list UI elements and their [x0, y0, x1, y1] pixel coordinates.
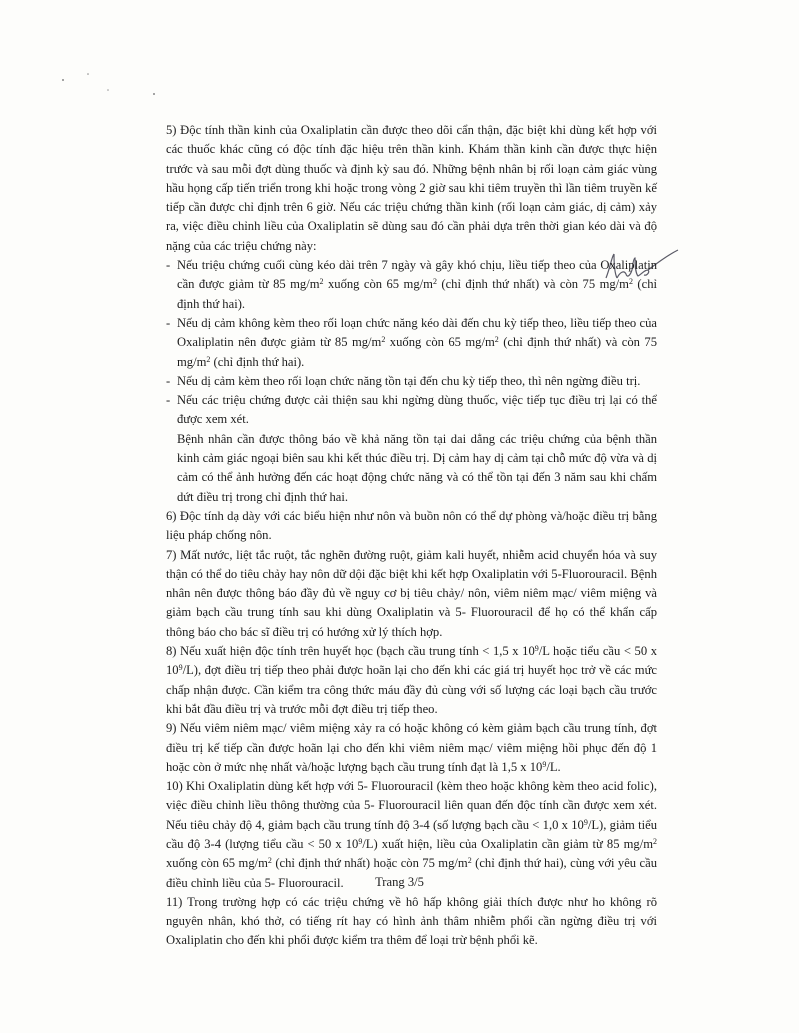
paragraph-7: 7) Mất nước, liệt tắc ruột, tắc nghẽn đường ruột, giảm kali huyết, nhiễm acid chuyển hóa và suy thận có thể do tiêu chảy hay nôn dữ dội đặc biệt khi kết hợp Oxaliplatin với 5-Fluorouracil. Bệnh nhân nên được thông báo đầy đủ về nguy cơ bị tiêu chảy/ nôn, viêm niêm mạc/ viêm miệng và giảm bạch cầu trung tính sau khi dùng Oxaliplatin và 5- Fluorouracil để họ có thể khẩn cấp thông báo cho bác sĩ điều trị có hướng xử lý thích hợp.: [166, 547, 657, 639]
bullet-marker: -: [166, 258, 171, 273]
bullet-marker: -: [166, 393, 171, 408]
bullet-marker: -: [166, 373, 171, 388]
paragraph-11: 11) Trong trường hợp có các triệu chứng về hô hấp không giải thích được như ho không rõ nguyên nhân, khó thở, có tiếng rít hay có hình ảnh thâm nhiễm phổi cần ngừng điều trị với Oxaliplatin cho đến khi phổi được kiểm tra thêm để loại trừ bệnh phổi kẽ.: [166, 894, 657, 948]
scan-specks-decoration: [60, 60, 170, 100]
paragraph-8: 8) Nếu xuất hiện độc tính trên huyết học (bạch cầu trung tính < 1,5 x $10^9/L$ hoặc tiểu cầu < 50 x $10^9/L$), đợt điều trị tiếp theo phải được hoãn lại cho đến khi các giá trị huyết học trở về các mức chấp nhận được. Cần kiểm tra công thức máu đầy đủ cùng với số lượng các loại bạch cầu trước khi bắt đầu điều trị và trước mỗi đợt điều trị tiếp theo.: [166, 644, 657, 716]
bullet-marker: -: [166, 315, 171, 330]
bullet-item-1: - Nếu triệu chứng cuối cùng kéo dài trên 7 ngày và gây khó chịu, liều tiếp theo của Oxaliplatin cần được giảm từ 85 $mg/m^2$ xuống còn 65 $mg/m^2$ (chỉ định thứ nhất) và còn 75 $mg/m^2$ (chỉ định thứ hai).: [166, 258, 657, 311]
paragraph-5: 5) Độc tính thần kinh của Oxaliplatin cần được theo dõi cẩn thận, đặc biệt khi dùng kết hợp với các thuốc khác cũng có độc tính đặc hiệu trên thần kinh. Khám thần kinh cần được thực hiện trước và sau mỗi đợt dùng thuốc và định kỳ sau đó. Những bệnh nhân bị rối loạn cảm giác vùng hầu họng cấp tiến triển trong khi hoặc trong vòng 2 giờ sau khi tiêm truyền thì lần tiêm truyền kế tiếp cần được chỉ định trên 6 giờ. Nếu các triệu chứng thần kinh (rối loạn cảm giác, dị cảm) xảy ra, việc điều chỉnh liều của Oxaliplatin sẽ dùng sau đó cần phải dựa trên thời gian kéo dài và độ nặng của các triệu chứng này:: [166, 123, 657, 253]
bullet-item-3: - Nếu dị cảm kèm theo rối loạn chức năng tồn tại đến chu kỳ tiếp theo, thì nên ngừng điều trị.: [166, 372, 657, 391]
paragraph-9: 9) Nếu viêm niêm mạc/ viêm miệng xảy ra có hoặc không có kèm giảm bạch cầu trung tính, đợt điều trị kế tiếp cần được hoãn lại cho đến khi viêm niêm mạc/ viêm miệng hồi phục đến độ 1 hoặc còn ở mức nhẹ nhất và/hoặc lượng bạch cầu trung tính đạt là 1,5 x $10^9/L$.: [166, 721, 657, 774]
bullet-item-2: - Nếu dị cảm không kèm theo rối loạn chức năng kéo dài đến chu kỳ tiếp theo, liều tiếp theo của Oxaliplatin nên được giảm từ 85 $mg/m^2$ xuống còn 65 $mg/m^2$ (chỉ định thứ nhất) và còn 75 $mg/m^2$ (chỉ định thứ hai).: [166, 315, 658, 369]
indented-note: Bệnh nhân cần được thông báo về khả năng tồn tại dai dẳng các triệu chứng của bệnh thần kinh cảm giác ngoại biên sau khi kết thúc điều trị. Dị cảm hay dị cảm tại chỗ mức độ vừa và dị cảm có thể ảnh hưởng đến các hoạt động chức năng và có thể tồn tại đến 3 năm sau khi chấm dứt điều trị trong chỉ định thứ hai.: [177, 431, 657, 504]
document-body: [166, 121, 657, 951]
page-number-footer: Trang 3/5: [375, 875, 424, 889]
paragraph-6: 6) Độc tính dạ dày với các biểu hiện như nôn và buồn nôn có thể dự phòng và/hoặc điều trị bằng liệu pháp chống nôn.: [166, 508, 657, 543]
bullet-item-4: - Nếu các triệu chứng được cải thiện sau khi ngừng dùng thuốc, việc tiếp tục điều trị lại có thể được xem xét.: [166, 393, 657, 427]
paragraph-10: 10) Khi Oxaliplatin dùng kết hợp với 5- Fluorouracil (kèm theo hoặc không kèm theo acid folic), việc điều chỉnh liều thông thường của 5- Fluorouracil liên quan đến độc tính cần được xem xét. Nếu tiêu chảy độ 4, giảm bạch cầu trung tính độ 3-4 (số lượng bạch cầu < 1,0 x $10^9/L$), giảm tiểu cầu độ 3-4 (lượng tiểu cầu < 50 x $10^9/L$) xuất hiện, liều của Oxaliplatin cần giảm từ 85 $mg/m^2$ xuống còn 65 $mg/m^2$ (chỉ định thứ nhất) hoặc còn 75 $mg/m^2$ (chỉ định thứ hai), cùng với yêu cầu điều chỉnh liều của 5- Fluorouracil.: [166, 779, 657, 890]
